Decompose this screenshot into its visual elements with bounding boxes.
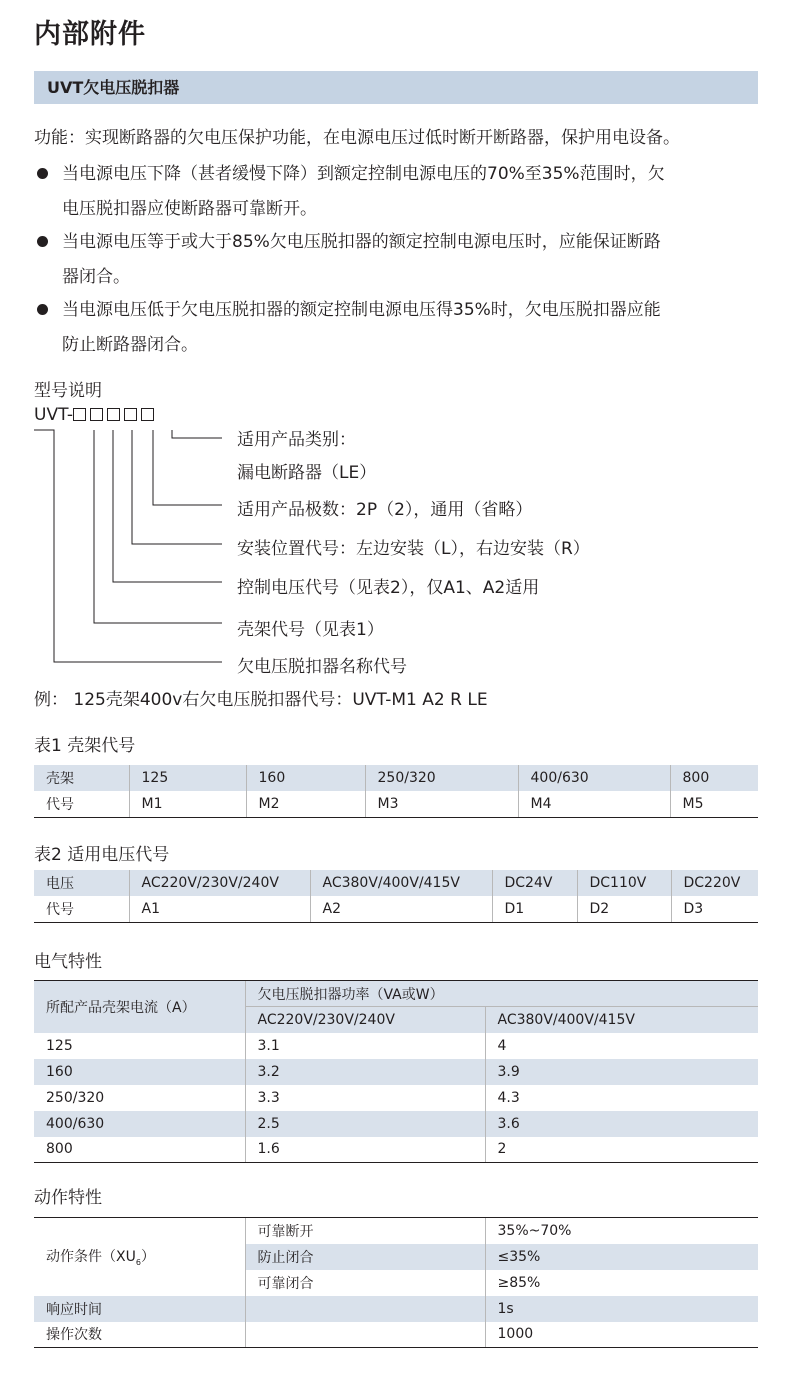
table-cell: M4: [518, 791, 670, 817]
bullet-3-line-1: 当电源电压低于欠电压脱扣器的额定控制电源电压得35%时，欠电压脱扣器应能: [62, 300, 661, 320]
table-cell: 4: [485, 1033, 758, 1059]
table-cell: 800: [34, 1137, 245, 1163]
table-cell: 可靠闭合: [245, 1270, 485, 1296]
table-cell: D2: [577, 896, 671, 922]
table-cell: 3.3: [245, 1085, 485, 1111]
label-poles: 适用产品极数：2P（2），通用（省略）: [237, 500, 533, 520]
table-cell: 250/320: [365, 765, 518, 791]
bullet-dot: [37, 236, 48, 247]
table-cell: 35%~70%: [485, 1218, 758, 1244]
model-example: 例： 125壳架400v右欠电压脱扣器代号：UVT-M1 A2 R LE: [34, 690, 488, 710]
label-frame-code: 壳架代号（见表1）: [237, 620, 384, 640]
table-row: [34, 1137, 758, 1163]
table-cell: M2: [246, 791, 365, 817]
table-cell: ≥85%: [485, 1270, 758, 1296]
table-row: [34, 1033, 758, 1059]
table-cell: 3.1: [245, 1033, 485, 1059]
table-cell: 800: [670, 765, 758, 791]
page-title: 内部附件: [34, 19, 146, 50]
table-row: [34, 1296, 758, 1322]
action-table: [34, 1217, 758, 1348]
electrical-title: 电气特性: [34, 952, 102, 972]
function-text: 功能：实现断路器的欠电压保护功能，在电源电压过低时断开断路器，保护用电设备。: [34, 128, 680, 148]
table-cell: 响应时间: [34, 1296, 245, 1322]
electrical-table: [34, 980, 758, 1163]
table-row: [34, 896, 758, 922]
table-cell: 1s: [485, 1296, 758, 1322]
code-box-3: [107, 408, 120, 421]
label-product-category: 适用产品类别：: [237, 430, 356, 450]
table-cell: DC24V: [492, 870, 577, 896]
action-title: 动作特性: [34, 1188, 102, 1208]
table-cell: 电压: [34, 870, 129, 896]
table-row: [34, 1111, 758, 1137]
table-cell: 250/320: [46, 1089, 105, 1106]
table-cell: 400/630: [518, 765, 670, 791]
power-group-header: 欠电压脱扣器功率（VA或W）: [245, 981, 758, 1007]
table-row: [34, 1322, 758, 1348]
table-cell: AC220V/230V/240V: [129, 870, 310, 896]
table-cell: A1: [129, 896, 310, 922]
table-cell: ≤35%: [485, 1244, 758, 1270]
table-row: [34, 791, 758, 817]
table-cell: 160: [34, 1059, 245, 1085]
table-cell: 操作次数: [34, 1322, 245, 1348]
label-leakage-breaker: 漏电断路器（LE）: [237, 463, 377, 483]
bullet-3-line-2: 防止断路器闭合。: [62, 335, 198, 355]
code-box-1: [73, 408, 86, 421]
table1-title: 表1 壳架代号: [34, 736, 136, 756]
table-row: [34, 1218, 758, 1244]
bullet-dot: [37, 168, 48, 179]
label-mounting-position: 安装位置代号：左边安装（L），右边安装（R）: [237, 539, 590, 559]
col-ac380-header: AC380V/400V/415V: [485, 1007, 758, 1033]
label-uvt-name: 欠电压脱扣器名称代号: [237, 657, 407, 677]
table-cell: 400/630: [34, 1111, 245, 1137]
col-ac220-header: AC220V/230V/240V: [245, 1007, 485, 1033]
table-row: [34, 765, 758, 791]
table-cell: 代号: [34, 896, 129, 922]
label-control-voltage: 控制电压代号（见表2），仅A1、A2适用: [237, 578, 540, 598]
table-cell: 2.5: [245, 1111, 485, 1137]
table-cell: DC110V: [577, 870, 671, 896]
table-cell: 3.6: [485, 1111, 758, 1137]
table-cell: DC220V: [671, 870, 758, 896]
table-row: [34, 1059, 758, 1085]
table-cell: 代号: [34, 791, 129, 817]
voltage-code-table: [34, 870, 758, 923]
table2-title: 表2 适用电压代号: [34, 845, 170, 865]
table-cell: 壳架: [34, 765, 129, 791]
bullet-dot: [37, 304, 48, 315]
table-cell: 防止闭合: [245, 1244, 485, 1270]
table-cell: M3: [365, 791, 518, 817]
bullet-2-line-1: 当电源电压等于或大于85%欠电压脱扣器的额定控制电源电压时，应能保证断路: [62, 232, 661, 252]
table-cell: M5: [670, 791, 758, 817]
table-row: [34, 1085, 758, 1111]
table-cell: 1.6: [245, 1137, 485, 1163]
table-cell: 可靠断开: [245, 1218, 485, 1244]
table-cell: A2: [310, 896, 492, 922]
code-box-2: [90, 408, 103, 421]
code-box-5: [141, 408, 154, 421]
table-cell: M1: [129, 791, 246, 817]
table-cell: [245, 1322, 485, 1348]
table-cell: [245, 1296, 485, 1322]
model-code: [34, 405, 158, 425]
table-cell: 3.2: [245, 1059, 485, 1085]
bullet-2-line-2: 器闭合。: [62, 267, 130, 287]
model-prefix: UVT-: [34, 405, 74, 425]
table-cell: 3.9: [485, 1059, 758, 1085]
model-heading: 型号说明: [34, 381, 102, 401]
table-cell: 4.3: [485, 1085, 758, 1111]
table-cell: 125: [46, 1037, 73, 1054]
bullet-1-line-1: 当电源电压下降（甚者缓慢下降）到额定控制电源电压的70%至35%范围时，欠: [62, 164, 665, 184]
table-cell: 125: [129, 765, 246, 791]
current-header: 所配产品壳架电流（A）: [34, 981, 245, 1033]
table-row: [34, 870, 758, 896]
bullet-1-line-2: 电压脱扣器应使断路器可靠断开。: [62, 199, 317, 219]
table-cell: AC380V/400V/415V: [310, 870, 492, 896]
table-row: [34, 981, 758, 1007]
code-box-4: [124, 408, 137, 421]
table-cell: 2: [485, 1137, 758, 1163]
action-condition-label: 动作条件$(XU_6)$: [34, 1218, 245, 1296]
table-cell: D3: [671, 896, 758, 922]
section-banner: UVT欠电压脱扣器: [34, 71, 758, 104]
table-cell: D1: [492, 896, 577, 922]
frame-code-table: [34, 765, 758, 818]
table-cell: 1000: [485, 1322, 758, 1348]
table-cell: 160: [246, 765, 365, 791]
